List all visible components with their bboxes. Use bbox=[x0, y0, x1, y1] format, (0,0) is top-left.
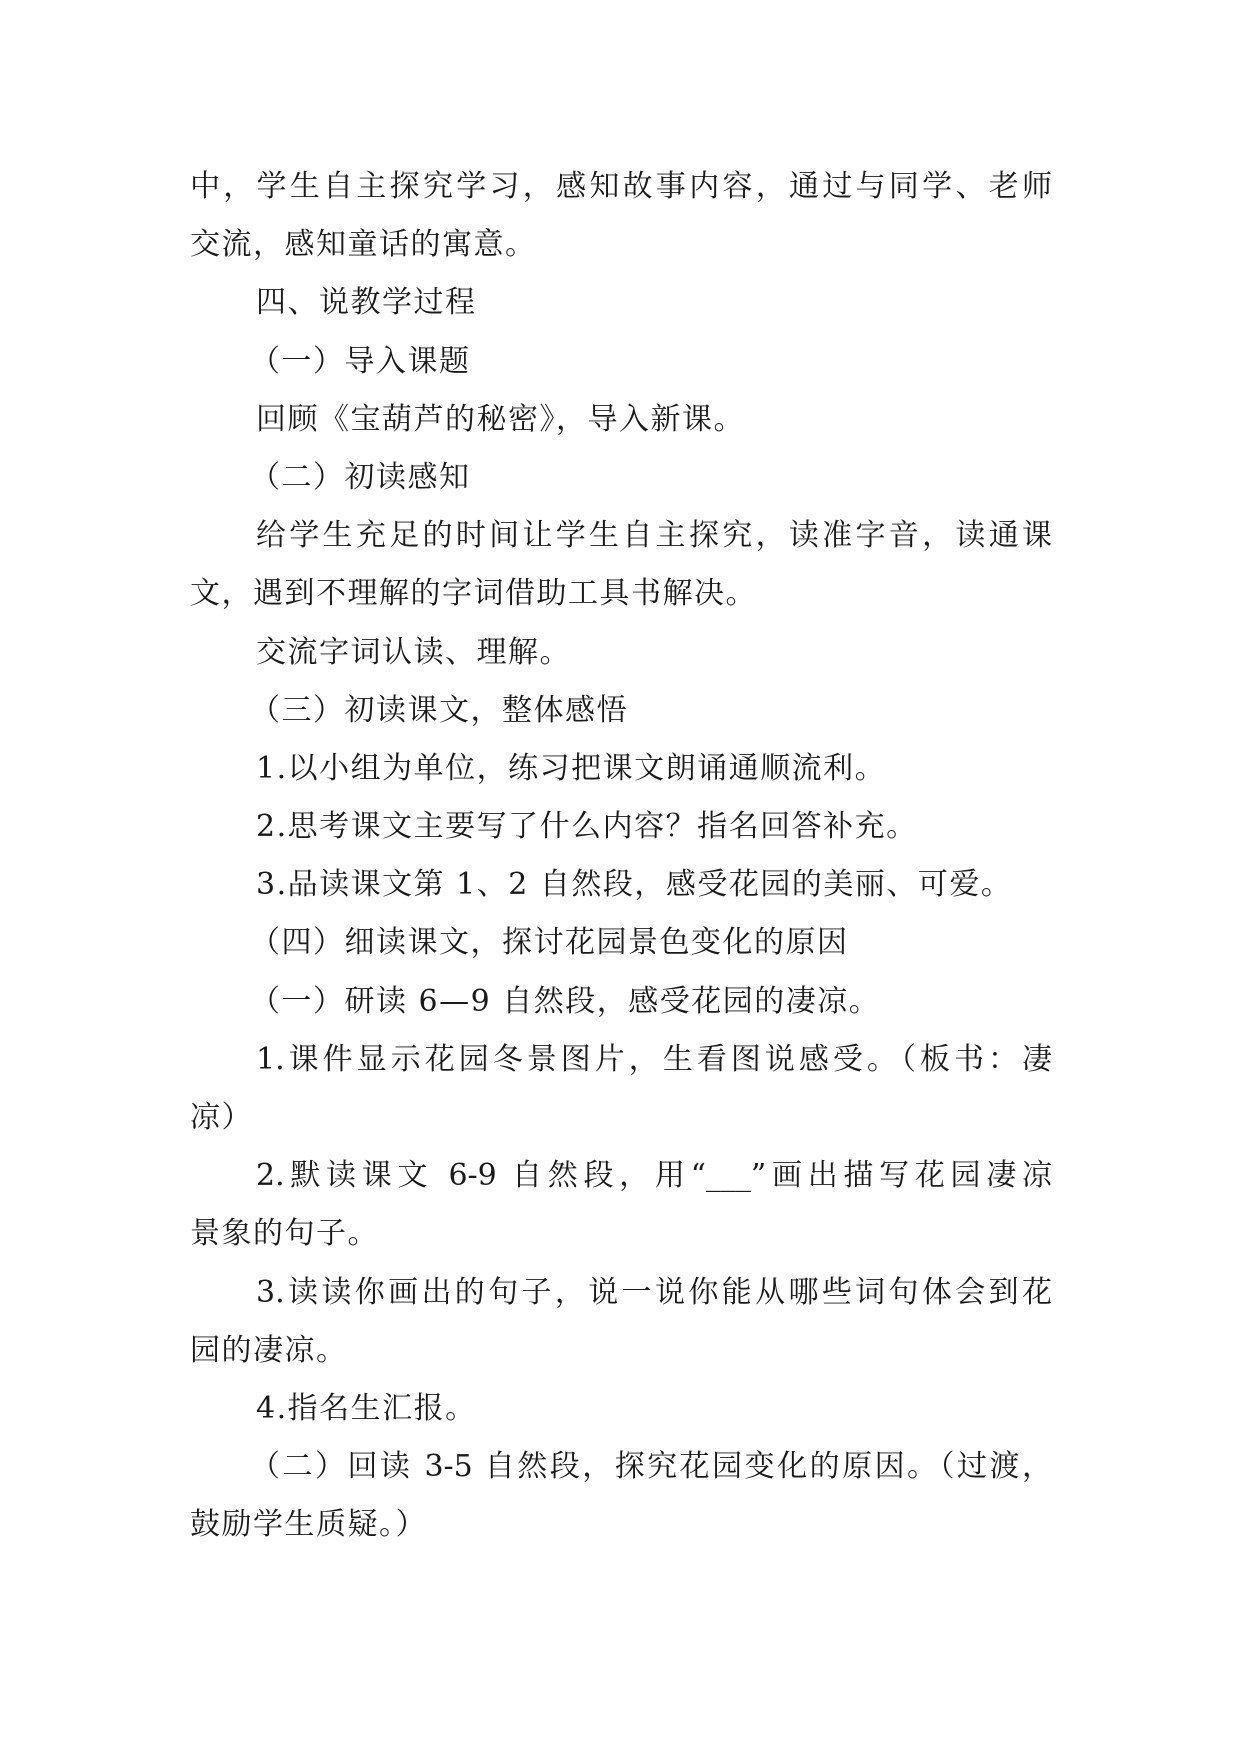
text-line: 2.思考课文主要写了什么内容？指名回答补充。 bbox=[256, 809, 918, 845]
text-line: （二）回读 3-5 自然段，探究花园变化的原因。（过渡， bbox=[250, 1449, 1052, 1485]
text-line: 园的凄凉。 bbox=[190, 1332, 348, 1368]
text-line: （一）研读 6—9 自然段，感受花园的凄凉。 bbox=[250, 983, 881, 1019]
text-line: 2.默读课文 6-9 自然段，用“___”画出描写花园凄凉 bbox=[256, 1158, 1052, 1194]
document-body bbox=[190, 158, 1052, 1555]
text-line: 中，学生自主探究学习，感知故事内容，通过与同学、老师 bbox=[190, 169, 1052, 204]
text-line: 1.课件显示花园冬景图片，生看图说感受。（板书：凄 bbox=[256, 1041, 1052, 1077]
text-line: 文，遇到不理解的字词借助工具书解决。 bbox=[190, 576, 757, 612]
text-line: 交流字词认读、理解。 bbox=[256, 634, 571, 670]
text-line: 四、说教学过程 bbox=[256, 285, 477, 321]
text-line: 凉） bbox=[190, 1100, 253, 1135]
text-line: 回顾《宝葫芦的秘密》，导入新课。 bbox=[256, 401, 745, 437]
text-line: （一）导入课题 bbox=[250, 343, 471, 379]
text-line: 3.品读课文第 1、2 自然段，感受花园的美丽、可爱。 bbox=[256, 867, 1013, 903]
text-line: 鼓励学生质疑。） bbox=[190, 1507, 427, 1543]
text-line: 给学生充足的时间让学生自主探究，读准字音，读通课 bbox=[256, 518, 1052, 554]
text-line: 3.读读你画出的句子，说一说你能从哪些词句体会到花 bbox=[256, 1274, 1052, 1310]
text-line: 1.以小组为单位，练习把课文朗诵通顺流利。 bbox=[256, 750, 887, 786]
text-line: （三）初读课文，整体感悟 bbox=[250, 692, 628, 728]
text-line: 交流，感知童话的寓意。 bbox=[190, 227, 537, 263]
text-line: 景象的句子。 bbox=[190, 1216, 379, 1252]
text-line: （二）初读感知 bbox=[250, 459, 471, 495]
text-line: 4.指名生汇报。 bbox=[256, 1390, 477, 1426]
text-line: （四）细读课文，探讨花园景色变化的原因 bbox=[250, 925, 849, 961]
